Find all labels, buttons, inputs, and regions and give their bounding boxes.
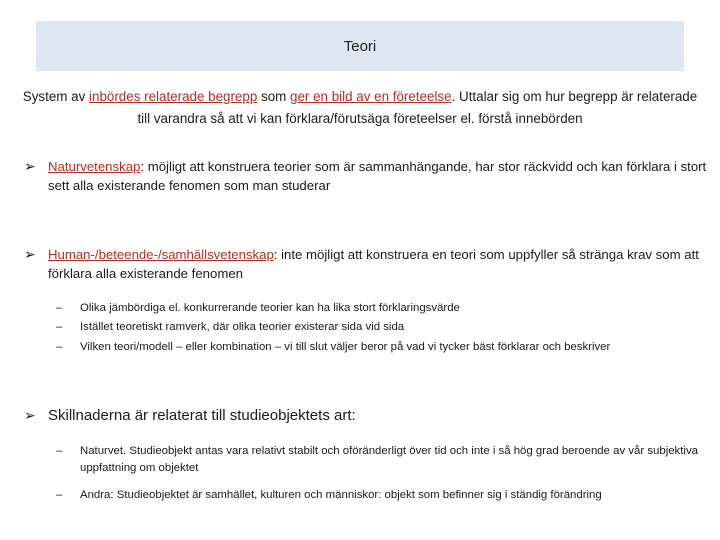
bullet-social-science xyxy=(24,245,708,283)
dash-bullet-icon: – xyxy=(56,321,63,333)
arrow-bullet-icon: ➢ xyxy=(24,158,36,174)
bullet-natural-science xyxy=(24,157,708,195)
sub-bullet xyxy=(56,319,706,336)
sub-bullet-text: Naturvet. Studieobjekt antas vara relativt stabilt och oföränderligt över tid och inte i så hög grad beroende av vår subjektiva uppfattning om objektet xyxy=(80,445,698,474)
arrow-bullet-icon: ➢ xyxy=(24,246,36,262)
bullet-term: Naturvetenskap xyxy=(48,159,141,174)
sub-bullet-text: Istället teoretiskt ramverk, där olika teorier existerar sida vid sida xyxy=(80,321,405,333)
sub-bullet-text: Vilken teori/modell – eller kombination – vi till slut väljer beror på vad vi tycker bäst förklarar och beskriver xyxy=(80,341,611,353)
intro-text: System av xyxy=(22,89,90,104)
intro-text: . Uttalar sig om hur begrepp är relaterade till varandra så att vi kan förklara/förutsäga företeelser el. förstå innebörden xyxy=(137,89,698,126)
bullet-text xyxy=(48,157,708,195)
bullet-body: : inte möjligt att konstruera en teori som uppfyller så stränga krav som att förklara alla existerande fenomen xyxy=(48,247,699,281)
intro-paragraph xyxy=(20,86,700,130)
bullet-text: Skillnaderna är relaterat till studieobjektets art: xyxy=(48,407,356,424)
sub-bullet xyxy=(56,300,706,317)
slide-title: Teori xyxy=(343,37,377,55)
sub-bullet xyxy=(56,443,706,477)
arrow-bullet-icon: ➢ xyxy=(24,407,36,423)
dash-bullet-icon: – xyxy=(56,445,63,457)
sub-bullet xyxy=(56,339,706,356)
sub-bullet-text: Olika jämbördiga el. konkurrerande teorier kan ha lika stort förklaringsvärde xyxy=(80,302,460,314)
slide-title-box xyxy=(36,21,684,71)
dash-bullet-icon: – xyxy=(56,341,63,353)
bullet-term: Human-/beteende-/samhällsvetenskap xyxy=(48,247,274,262)
dash-bullet-icon: – xyxy=(56,489,63,501)
bullet-differences xyxy=(24,406,708,426)
intro-highlight-picture: ger en bild av en företeelse xyxy=(290,89,452,104)
bullet-body: : möjligt att konstruera teorier som är sammanhängande, har stor räckvidd och kan förklara i stort sett alla existerande fenomen som man studerar xyxy=(48,159,707,193)
dash-bullet-icon: – xyxy=(56,302,63,314)
bullet-text xyxy=(48,245,708,283)
intro-highlight-related-concepts: inbördes relaterade begrepp xyxy=(89,89,258,104)
intro-text: som xyxy=(257,89,291,104)
sub-bullet xyxy=(56,487,706,504)
sub-bullet-text: Andra: Studieobjektet är samhället, kulturen och människor: objekt som befinner sig i ständig förändring xyxy=(80,489,602,501)
